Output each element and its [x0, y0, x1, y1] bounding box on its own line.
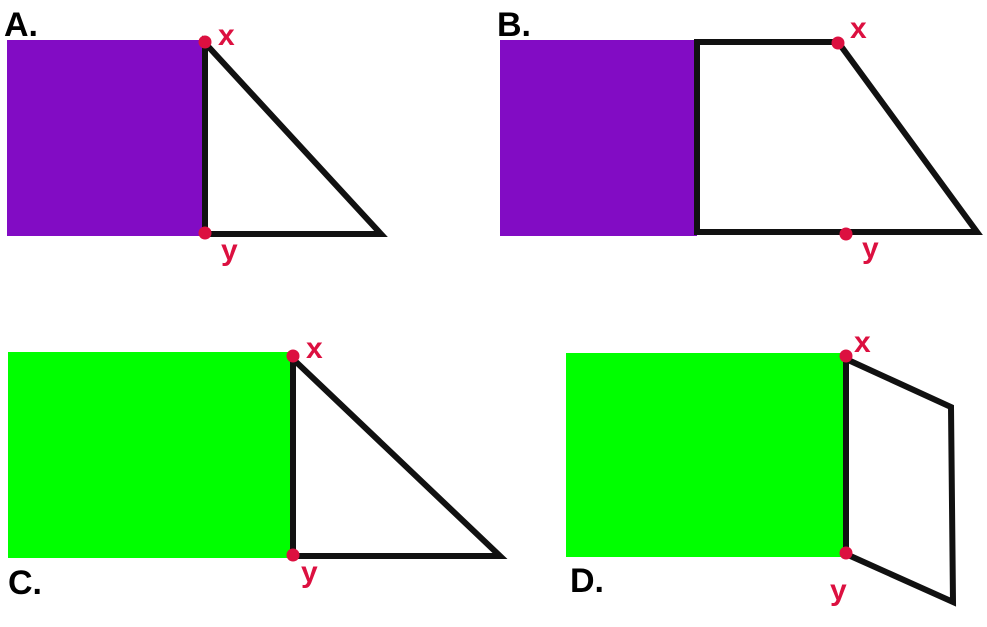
panel-d-colored-rectangle	[566, 353, 846, 557]
panel-c-y-label: y	[301, 556, 318, 589]
panel-c-x-label: x	[306, 332, 323, 365]
panel-c-point-x	[287, 350, 300, 363]
panel-d-point-y	[840, 547, 853, 560]
panel-b-label: B.	[497, 6, 531, 44]
panel-d-y-label: y	[830, 574, 847, 607]
panel-c-triangle	[293, 359, 500, 556]
panel-d-point-x	[840, 350, 853, 363]
panel-d	[566, 326, 953, 607]
panel-a-triangle	[205, 43, 381, 234]
panel-b-point-y	[840, 228, 853, 241]
panel-d-x-label: x	[854, 326, 871, 359]
panel-b	[497, 6, 977, 265]
panel-b-colored-rectangle	[500, 40, 697, 236]
panel-b-y-label: y	[862, 232, 879, 265]
panel-a	[4, 6, 381, 267]
panel-b-point-x	[832, 37, 845, 50]
panel-a-point-y	[199, 227, 212, 240]
panel-a-point-x	[199, 36, 212, 49]
panel-c	[8, 332, 500, 602]
panel-b-trapezoid	[697, 42, 977, 232]
panel-d-label: D.	[570, 562, 604, 600]
panel-c-colored-rectangle	[8, 352, 293, 558]
panel-c-point-y	[287, 549, 300, 562]
panel-b-x-label: x	[850, 12, 867, 45]
panel-a-x-label: x	[218, 19, 235, 52]
panel-a-y-label: y	[221, 234, 238, 267]
panel-d-parallelogram	[846, 359, 953, 602]
panel-a-colored-rectangle	[7, 40, 205, 236]
panel-c-label: C.	[8, 564, 42, 602]
panel-a-label: A.	[4, 6, 38, 44]
